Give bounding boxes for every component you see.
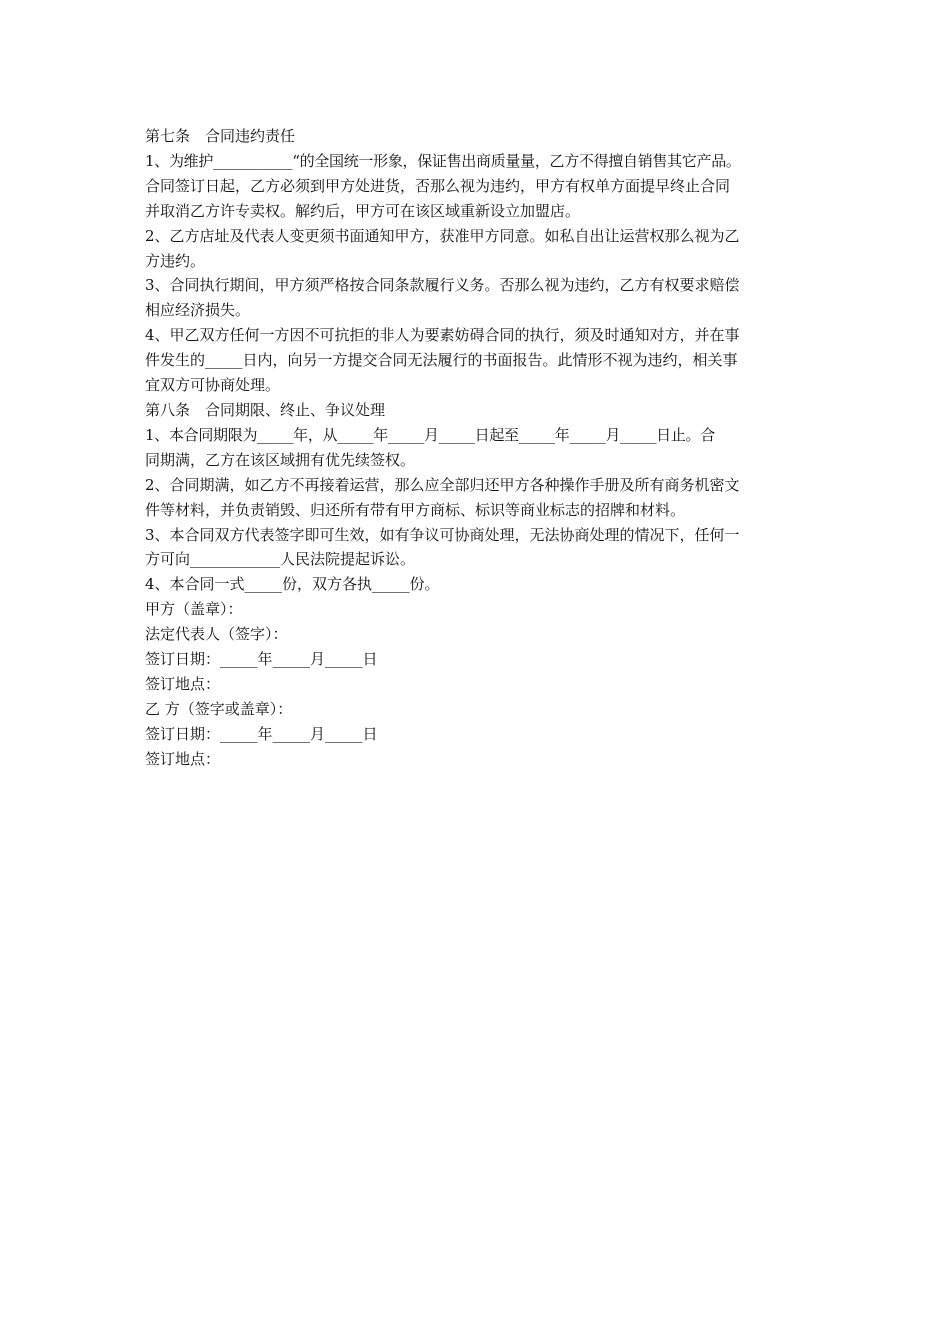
legal-representative-label: 法定代表人（签字）：: [145, 625, 288, 644]
article-8-clause-1-line-2: 同期满，乙方在该区域拥有优先续签权。: [145, 450, 416, 469]
party-b-sign-date: 签订日期：_____年_____月_____日: [145, 724, 378, 743]
article-7-clause-1-line-1: 1、为维护___________“的全国统一形象，保证售出商质量量，乙方不得擅自销售其它产品。: [145, 151, 741, 170]
article-7-clause-1-line-2: 合同签订日起，乙方必须到甲方处进货，否那么视为违约，甲方有权单方面提早终止合同: [145, 176, 731, 195]
article-8-clause-2-line-1: 2、合同期满，如乙方不再接着运营，那么应全部归还甲方各种操作手册及所有商务机密文: [145, 475, 740, 494]
article-7-heading: 第七条 合同违约责任: [145, 127, 296, 145]
article-7-clause-4-line-3: 宜双方可协商处理。: [145, 376, 281, 395]
article-8-clause-4: 4、本合同一式_____份，双方各执_____份。: [145, 575, 440, 594]
party-b-sign-label: 乙 方（签字或盖章）：: [145, 699, 293, 718]
article-8-clause-3-line-2: 方可向____________人民法院提起诉讼。: [145, 550, 416, 569]
contract-page: [145, 124, 810, 772]
party-a-sign-place: 签订地点：: [145, 674, 221, 693]
article-7-clause-2-line-2: 方违约。: [145, 251, 206, 270]
article-7-clause-3-line-1: 3、合同执行期间，甲方须严格按合同条款履行义务。否那么视为违约，乙方有权要求赔偿: [145, 276, 740, 295]
article-7-clause-2-line-1: 2、乙方店址及代表人变更须书面通知甲方，获准甲方同意。如私自出让运营权那么视为乙: [145, 226, 740, 245]
party-b-sign-place: 签订地点：: [145, 749, 221, 768]
article-7-clause-4-line-2: 件发生的_____日内，向另一方提交合同无法履行的书面报告。此情形不视为违约，相关事: [145, 351, 738, 370]
article-7-clause-1-line-3: 并取消乙方许专卖权。解约后，甲方可在该区域重新设立加盟店。: [145, 201, 581, 220]
article-8-clause-1-line-1: 1、本合同期限为_____年，从_____年_____月_____日起至_____年_____月_____日止。合: [145, 425, 715, 444]
article-8-heading: 第八条 合同期限、终止、争议处理: [145, 400, 386, 419]
article-8-clause-3-line-1: 3、本合同双方代表签字即可生效，如有争议可协商处理，无法协商处理的情况下，任何一: [145, 525, 740, 544]
article-7-clause-3-line-2: 相应经济损失。: [145, 301, 251, 320]
article-8-clause-2-line-2: 件等材料，并负责销毁、归还所有带有甲方商标、标识等商业标志的招牌和材料。: [145, 500, 686, 519]
party-a-sign-date: 签订日期：_____年_____月_____日: [145, 650, 378, 669]
article-7-clause-4-line-1: 4、甲乙双方任何一方因不可抗拒的非人为要素妨碍合同的执行，须及时通知对方，并在事: [145, 326, 740, 345]
party-a-seal-label: 甲方（盖章）：: [145, 600, 243, 619]
